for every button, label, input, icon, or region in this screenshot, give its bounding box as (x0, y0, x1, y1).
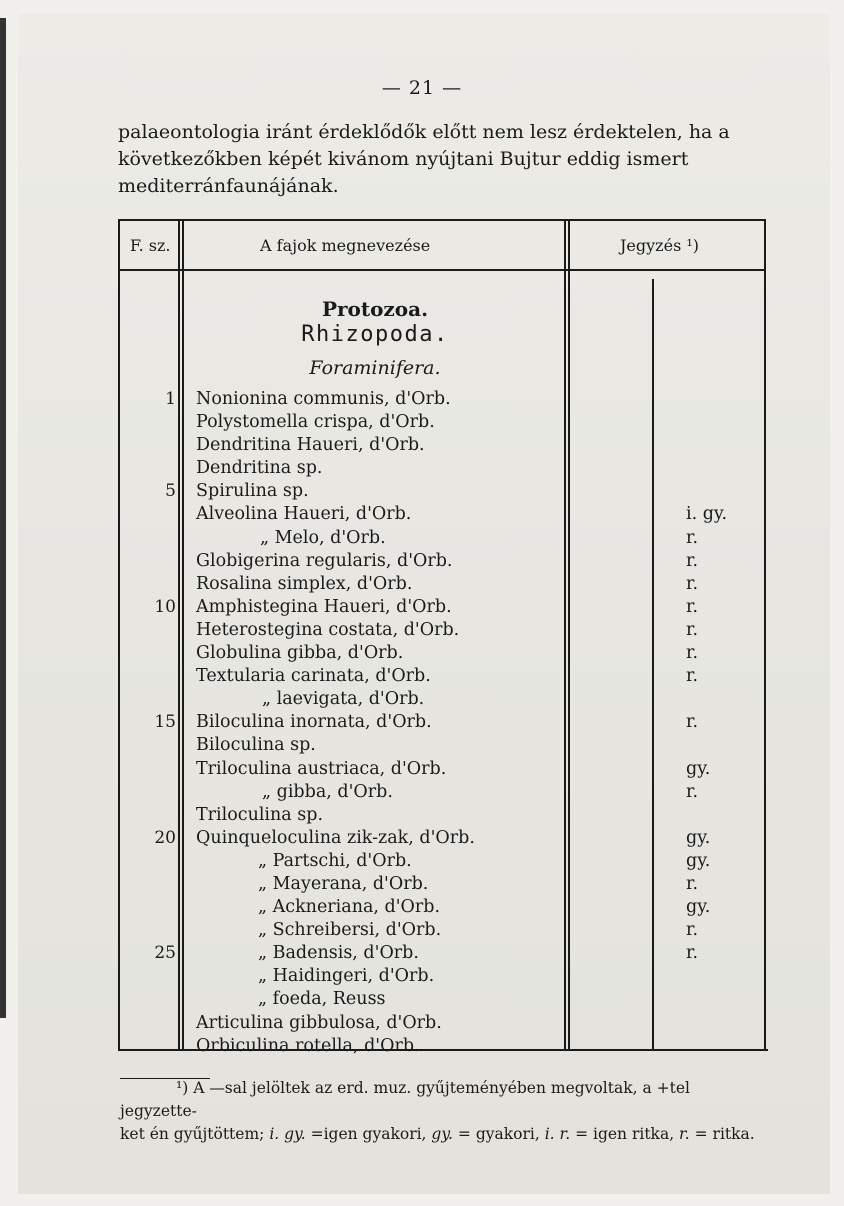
table-row (0, 503, 844, 526)
footnote-line-2 (120, 1123, 770, 1146)
species-name: „ Mayerana, d'Orb. (258, 873, 429, 894)
footnote-text: = gyakori, (452, 1125, 545, 1143)
frequency-note: r. (686, 873, 699, 894)
species-name: Globulina gibba, d'Orb. (196, 643, 404, 664)
footnote-text: = igen ritka, (570, 1125, 680, 1143)
heading-foraminifera: Foraminifera. (309, 357, 441, 379)
species-name: Dendritina sp. (196, 458, 323, 479)
species-name: Dendritina Haueri, d'Orb. (196, 435, 425, 456)
species-name: Textularia carinata, d'Orb. (196, 666, 431, 687)
table-row (0, 711, 844, 734)
frequency-note: r. (686, 920, 699, 941)
table-row (0, 804, 844, 827)
frequency-note: r. (686, 550, 699, 571)
species-name: „ Schreibersi, d'Orb. (258, 920, 442, 941)
footnote (120, 1077, 770, 1146)
species-rows (0, 388, 844, 1058)
frequency-note: r. (686, 527, 699, 548)
table-row (0, 619, 844, 642)
footnote-text: ket én gyűjtöttem; (120, 1125, 270, 1143)
abbr-igen-ritka: i. r. (544, 1125, 571, 1143)
table-row (0, 550, 844, 573)
frequency-note: r. (686, 596, 699, 617)
species-name: Triloculina sp. (196, 804, 324, 825)
species-name: Biloculina sp. (196, 735, 316, 756)
table-row (0, 480, 844, 503)
frequency-note: i. gy. (686, 504, 728, 525)
species-name: „ Haidingeri, d'Orb. (258, 966, 435, 987)
table-row (0, 388, 844, 411)
heading-protozoa: Protozoa. (321, 297, 429, 321)
footnote-text: = ritka. (689, 1125, 755, 1143)
species-name: „ Badensis, d'Orb. (258, 943, 419, 964)
intro-paragraph: palaeontologia iránt érdeklődők előtt nem lesz érdektelen, ha a következőkben képét kivánom nyújtani Bujtur eddig ismert mediterránfaunájának. (118, 121, 730, 197)
table-row (0, 1035, 844, 1058)
frequency-note: r. (686, 643, 699, 664)
header-fsz: F. sz. (130, 236, 171, 255)
species-name: Triloculina austriaca, d'Orb. (196, 758, 447, 779)
row-number: 25 (154, 943, 176, 964)
table-top-rule (118, 219, 766, 221)
species-name: Globigerina regularis, d'Orb. (196, 550, 453, 571)
table-row (0, 665, 844, 688)
frequency-note: r. (686, 712, 699, 733)
header-species: A fajok megnevezése (260, 236, 431, 255)
species-name: Biloculina inornata, d'Orb. (196, 712, 432, 733)
header-rule (118, 269, 766, 271)
species-name: „ foeda, Reuss (258, 989, 386, 1010)
row-number: 10 (154, 596, 176, 617)
table-row (0, 896, 844, 919)
species-name: Quinqueloculina zik-zak, d'Orb. (196, 827, 475, 848)
header-notes: Jegyzés ¹) (620, 236, 700, 255)
frequency-note: gy. (686, 897, 711, 918)
row-number: 20 (154, 827, 176, 848)
abbr-gyakori: gy. (431, 1125, 453, 1143)
frequency-note: r. (686, 943, 699, 964)
table-row (0, 457, 844, 480)
frequency-note: r. (686, 573, 699, 594)
table-row (0, 527, 844, 550)
species-name: „ laevigata, d'Orb. (262, 689, 425, 710)
species-name: „ Ackneriana, d'Orb. (258, 897, 441, 918)
table-row (0, 942, 844, 965)
frequency-note: gy. (686, 827, 711, 848)
frequency-note: r. (686, 781, 699, 802)
footnote-line-1: ¹) A —sal jelöltek az erd. muz. gyűjteményében megvoltak, a +tel jegyzette- (120, 1079, 690, 1120)
table-row (0, 642, 844, 665)
table-row (0, 919, 844, 942)
table-row (0, 873, 844, 896)
species-name: „ gibba, d'Orb. (262, 781, 393, 802)
table-row (0, 596, 844, 619)
abbr-igen-gyakori: i. gy. (269, 1125, 306, 1143)
frequency-note: gy. (686, 758, 711, 779)
species-name: Orbiculina rotella, d'Orb. (196, 1035, 420, 1056)
frequency-note: r. (686, 619, 699, 640)
table-row (0, 434, 844, 457)
footnote-text: =igen gyakori, (305, 1125, 432, 1143)
species-name: Amphistegina Haueri, d'Orb. (196, 596, 452, 617)
row-number: 5 (165, 481, 176, 502)
row-number: 1 (165, 389, 176, 409)
table-row (0, 988, 844, 1011)
species-name: „ Melo, d'Orb. (260, 527, 386, 548)
table-row (0, 688, 844, 711)
table-row (0, 965, 844, 988)
table-row (0, 573, 844, 596)
species-name: Rosalina simplex, d'Orb. (196, 573, 413, 594)
table-row (0, 781, 844, 804)
abbr-ritka: r. (679, 1125, 690, 1143)
species-name: Heterostegina costata, d'Orb. (196, 619, 460, 640)
table-row (0, 734, 844, 757)
table-row (0, 758, 844, 781)
page-number: — 21 — (381, 77, 463, 99)
frequency-note: gy. (686, 850, 711, 871)
heading-rhizopoda: Rhizopoda. (301, 322, 449, 347)
species-name: Spirulina sp. (196, 481, 309, 502)
species-name: Polystomella crispa, d'Orb. (196, 412, 435, 433)
frequency-note: r. (686, 666, 699, 687)
species-name: Alveolina Haueri, d'Orb. (196, 504, 412, 525)
row-number: 15 (154, 712, 176, 733)
species-name: Nonionina communis, d'Orb. (196, 389, 451, 409)
table-row (0, 850, 844, 873)
species-name: Articulina gibbulosa, d'Orb. (196, 1012, 442, 1033)
table-row (0, 1012, 844, 1035)
table-row (0, 411, 844, 434)
table-row (0, 827, 844, 850)
species-name: „ Partschi, d'Orb. (258, 850, 412, 871)
